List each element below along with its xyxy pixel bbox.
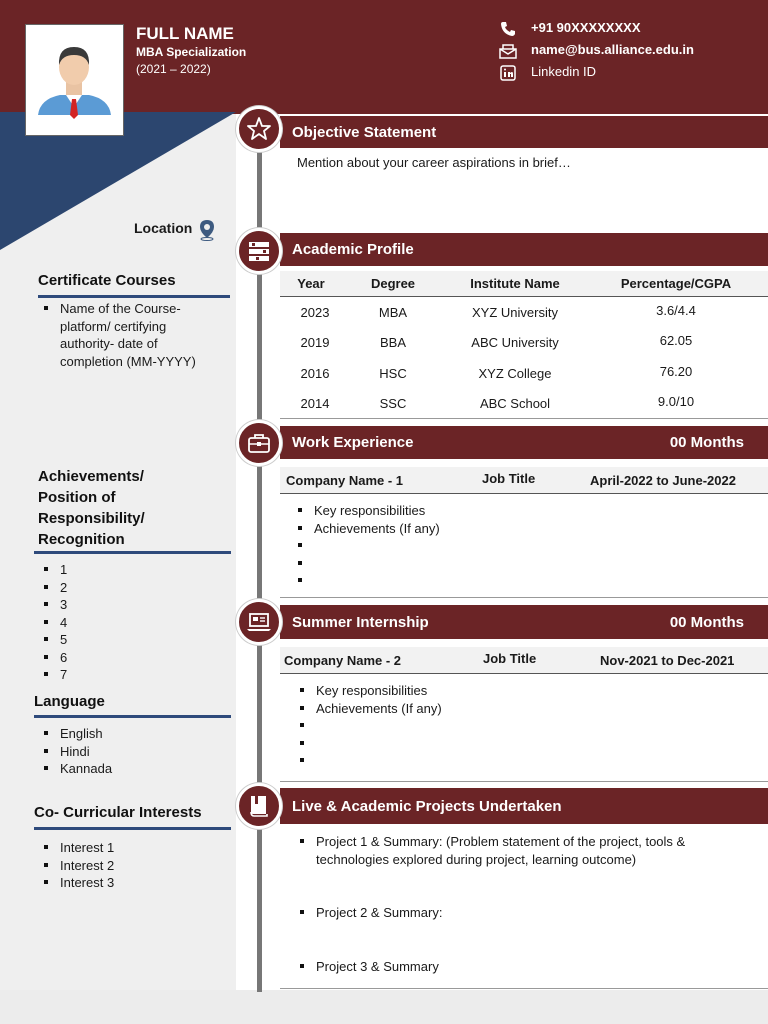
avatar-icon [26, 25, 123, 135]
language-rule [34, 715, 231, 718]
cell-year: 2014 [300, 396, 330, 412]
cell-percentage: 9.0/10 [657, 394, 695, 410]
internship-circle [236, 599, 282, 645]
certificate-item: Name of the Course-platform/ certifying authority- date of completion (MM-YYYY) [38, 300, 208, 370]
cell-degree: SSC [379, 396, 407, 412]
internship-bullet: Achievements (If any) [294, 700, 754, 718]
language-item: English [38, 725, 208, 743]
certificate-courses-heading: Certificate Courses [38, 272, 176, 289]
book-icon [246, 793, 272, 819]
projects-header-bar [280, 788, 768, 824]
profile-photo [25, 24, 124, 136]
achievement-item: 2 [38, 579, 208, 597]
work-title: Work Experience [292, 434, 414, 451]
cell-year: 2019 [300, 335, 330, 351]
achievement-item: 1 [38, 561, 208, 579]
internship-job-title: Job Title [483, 651, 537, 666]
internship-bullet [294, 752, 754, 770]
cell-percentage: 76.20 [659, 363, 693, 379]
language-heading: Language [34, 693, 105, 710]
phone-icon [499, 20, 517, 38]
projects-circle [236, 783, 282, 829]
briefcase-icon [246, 430, 272, 456]
program-years: (2021 – 2022) [136, 62, 211, 76]
linkedin-icon [499, 64, 517, 82]
cell-percentage: 62.05 [659, 333, 693, 349]
internship-bullets [294, 682, 754, 770]
language-item: Hindi [38, 743, 208, 761]
projects-divider [280, 988, 768, 989]
achievements-heading-line: Recognition [38, 531, 125, 548]
table-row [280, 358, 768, 389]
achievements-list [38, 561, 208, 684]
cell-degree: HSC [379, 365, 407, 381]
work-bullet [292, 537, 752, 555]
table-row [280, 297, 768, 328]
cocurricular-rule [34, 827, 231, 830]
location-pin-icon [198, 219, 216, 246]
mba-specialization: MBA Specialization [136, 45, 247, 59]
internship-title: Summer Internship [292, 613, 429, 631]
cell-year: 2016 [300, 365, 330, 381]
work-job-header [280, 467, 768, 494]
laptop-icon [246, 609, 272, 635]
linkedin-link[interactable]: Linkedin ID [531, 64, 597, 79]
internship-job-header [280, 647, 768, 674]
academic-circle [236, 228, 282, 274]
cell-percentage: 3.6/4.4 [656, 302, 696, 318]
full-name: FULL NAME [136, 24, 234, 43]
interest-item: Interest 3 [38, 874, 208, 892]
cocurricular-list [38, 839, 208, 892]
work-bullet [292, 555, 752, 573]
achievement-item: 3 [38, 596, 208, 614]
objective-title: Objective Statement [292, 123, 437, 141]
achievements-rule [34, 551, 231, 554]
star-icon [246, 116, 272, 142]
language-item: Kannada [38, 760, 208, 778]
academic-header-bar [280, 233, 768, 266]
interest-item: Interest 1 [38, 839, 208, 857]
academic-table-header [280, 271, 768, 297]
cell-institute: ABC University [471, 335, 559, 351]
objective-circle [236, 106, 282, 152]
work-circle [236, 420, 282, 466]
cell-degree: BBA [379, 335, 406, 351]
work-bullet: Achievements (If any) [292, 520, 752, 538]
achievement-item: 7 [38, 666, 208, 684]
col-institute-header: Institute Name [470, 276, 560, 291]
work-company: Company Name - 1 [286, 472, 404, 488]
work-bullets [292, 502, 752, 590]
cell-institute: ABC School [479, 396, 551, 412]
internship-header-bar [280, 605, 768, 639]
internship-bullet: Key responsibilities [294, 682, 754, 700]
internship-period: Nov-2021 to Dec-2021 [600, 652, 735, 668]
location-label: Location [134, 220, 193, 236]
project-item: Project 1 & Summary: (Problem statement of the project, tools & technologies explored during project, learning outcome) [294, 833, 746, 868]
achievement-item: 5 [38, 631, 208, 649]
table-row [280, 389, 768, 420]
academic-title: Academic Profile [292, 241, 414, 258]
internship-bullet [294, 735, 754, 753]
col-degree-header: Degree [370, 276, 416, 291]
phone-number: +91 90XXXXXXXX [531, 20, 641, 35]
books-icon [246, 238, 272, 264]
cell-year: 2023 [300, 304, 330, 320]
work-job-title: Job Title [482, 471, 536, 486]
internship-bullet [294, 717, 754, 735]
objective-text: Mention about your career aspirations in brief… [297, 155, 571, 170]
objective-header-bar [280, 116, 768, 148]
project-item: Project 3 & Summary [294, 958, 746, 976]
internship-duration: 00 Months [669, 613, 744, 631]
internship-company: Company Name - 2 [284, 652, 402, 668]
certificate-list [38, 300, 208, 370]
email-link[interactable]: name@bus.alliance.edu.in [531, 42, 694, 57]
language-list [38, 725, 208, 778]
col-year-header: Year [297, 276, 325, 291]
work-bullet [292, 572, 752, 590]
work-header-bar [280, 426, 768, 459]
academic-table-body [280, 297, 768, 419]
cocurricular-heading: Co- Curricular Interests [34, 804, 202, 821]
work-bullet: Key responsibilities [292, 502, 752, 520]
work-period: April-2022 to June-2022 [590, 472, 736, 488]
achievement-item: 6 [38, 649, 208, 667]
achievements-heading [38, 466, 145, 550]
certificate-rule [38, 295, 230, 298]
work-duration: 00 Months [669, 434, 744, 451]
cell-degree: MBA [378, 304, 408, 320]
work-divider [280, 597, 768, 598]
mail-icon [499, 42, 517, 60]
projects-list [294, 833, 746, 975]
achievements-heading-line: Responsibility/ [38, 510, 145, 527]
achievements-heading-line: Achievements/ [38, 468, 144, 485]
interest-item: Interest 2 [38, 857, 208, 875]
achievement-item: 4 [38, 614, 208, 632]
cell-institute: XYZ University [472, 304, 558, 320]
achievements-heading-line: Position of [38, 489, 116, 506]
internship-divider [280, 781, 768, 782]
cell-institute: XYZ College [478, 365, 552, 381]
project-item: Project 2 & Summary: [294, 904, 746, 922]
table-row [280, 328, 768, 359]
projects-title: Live & Academic Projects Undertaken [292, 797, 562, 815]
col-percentage-header: Percentage/CGPA [620, 276, 732, 291]
